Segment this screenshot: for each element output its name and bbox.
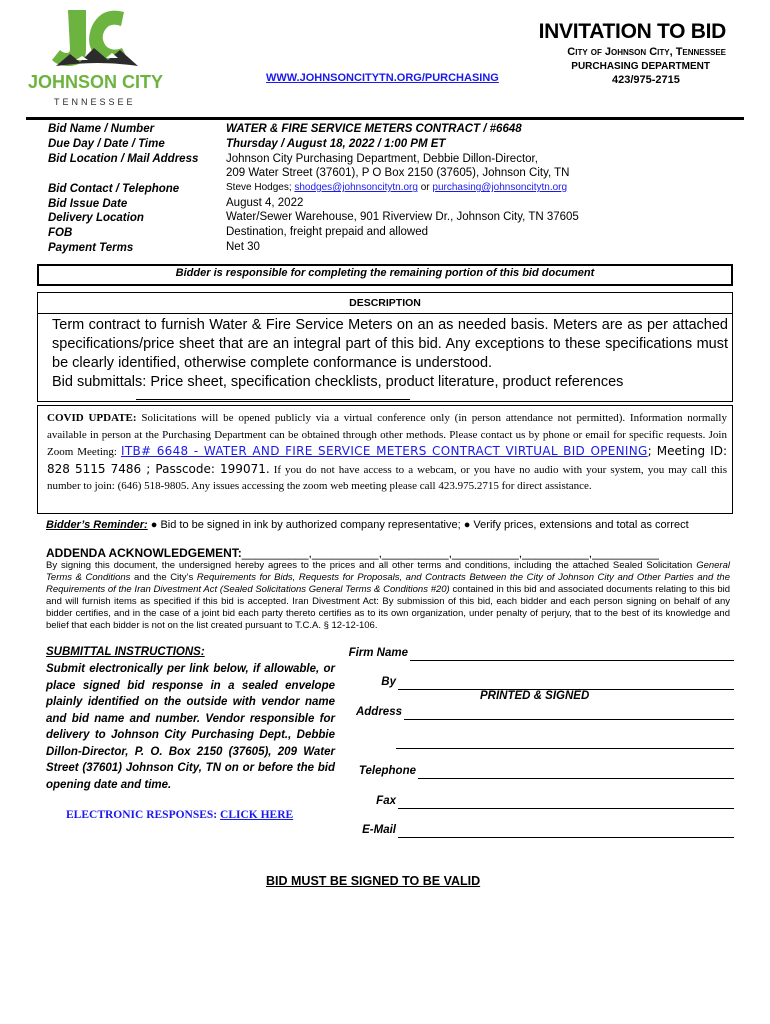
electronic-responses-label: ELECTRONIC RESPONSES: xyxy=(66,809,221,821)
addenda-heading: ADDENDA ACKNOWLEDGEMENT: xyxy=(46,546,242,560)
bidders-reminder xyxy=(46,519,689,531)
email-link-purchasing[interactable]: purchasing@johnsoncitytn.org xyxy=(432,182,568,193)
firm-name-label: Firm Name xyxy=(348,647,408,659)
value-due-date: Thursday / August 18, 2022 / 1:00 PM ET xyxy=(226,138,446,150)
description-heading: DESCRIPTION xyxy=(349,297,421,309)
value-bid-location: Johnson City Purchasing Department, Debbie Dillon-Director, xyxy=(226,153,538,165)
fax-label: Fax xyxy=(376,795,396,807)
reminder-label: Bidder’s Reminder: xyxy=(46,519,148,531)
value-bid-contact xyxy=(226,182,567,193)
email-label: E-Mail xyxy=(362,824,396,836)
department-name: PURCHASING DEPARTMENT xyxy=(571,61,710,72)
purchasing-website-link[interactable]: WWW.JOHNSONCITYTN.ORG/PURCHASING xyxy=(266,72,499,84)
signature-required-notice: BID MUST BE SIGNED TO BE VALID xyxy=(266,874,481,888)
label-due-date: Due Day / Date / Time xyxy=(48,138,165,150)
label-bid-name: Bid Name / Number xyxy=(48,123,155,135)
description-body: Term contract to furnish Water & Fire Service Meters on an as needed basis. Meters are as per attached specifications/price sheet that are an integral part of this bid. Any exceptions to these specifications must be clearly identified, otherwise complete conformance is understood. xyxy=(52,317,728,371)
logo-mark-icon xyxy=(26,8,176,108)
reminder-text: ● Bid to be signed in ink by authorized company representative; ● Verify prices, extensions and total as correct xyxy=(147,519,689,531)
value-issue-date: August 4, 2022 xyxy=(226,197,304,209)
covid-label: COVID UPDATE: xyxy=(47,412,137,424)
covid-text-1: Solicitations will be opened publicly via a virtual conference only (in person attendance not permitted). Information normally available in person at the Purchasing Department can be obtained through other methods. Please contact us by phone or email for specific requests. Join Zoom Meeting: xyxy=(47,412,727,458)
electronic-responses xyxy=(66,809,293,821)
addenda-text-d: Requirements for Bids, Requests for Proposals, and Contracts Between the City of Johnson City and Other Parties and the Requirements of the Iran Divestment Act (Sealed Solicitations General Terms & Conditions #20) xyxy=(46,572,731,595)
description-underline xyxy=(136,399,410,400)
addenda-text-e: contained in this bid and associated documents relating to this bid and will furnish items as specified if this bid is accepted. Iran Divestment Act: By submission of this bid, each bidder and each person signing on behalf of any bidder certifies, and in the case of a joint bid each party thereto certifies as to its own organization, under penalty of perjury, that to the best of its knowledge and belief that each bidder is not on the list created pursuant to T.C.A. § 12-12-106. xyxy=(46,584,730,631)
electronic-responses-link[interactable]: CLICK HERE xyxy=(220,809,294,821)
firm-name-field[interactable] xyxy=(410,660,734,661)
email-field[interactable] xyxy=(398,837,734,838)
submittal-text: Submit electronically per link below, if allowable, or place signed bid response in a sealed envelope plainly identified on the outside with vendor name and bid name and number. Vendor responsible for delivery to Johnson City Purchasing Dept., Debbie Dillon-Director, P. O. Box 2150 (37605), 209 Water Street (37601) Johnson City, TN on or before the bid opening date and time. xyxy=(46,663,335,791)
addenda-acknowledgement xyxy=(46,546,659,560)
fax-field[interactable] xyxy=(398,808,734,809)
telephone-field[interactable] xyxy=(418,778,734,779)
value-bid-name: WATER & FIRE SERVICE METERS CONTRACT / #6648 xyxy=(226,123,522,135)
value-fob: Destination, freight prepaid and allowed xyxy=(226,226,429,238)
zoom-meeting-id: ; Meeting ID: 828 5115 7486 ; Passcode: 199071. xyxy=(47,444,727,476)
value-bid-location-line2: 209 Water Street (37601), P O Box 2150 (37605), Johnson City, TN xyxy=(226,167,570,179)
value-payment-terms: Net 30 xyxy=(226,241,260,253)
address-label: Address xyxy=(355,706,402,718)
department-phone: 423/975-2715 xyxy=(612,74,680,86)
contact-or: or xyxy=(417,182,433,193)
covid-text-2: If you do not have access to a webcam, or you have no audio with your system, you may call this number to join: (646) 518-9805. Any issues accessing the zoom web meeting please call 423.975.2715 for direct assistance. xyxy=(47,463,727,492)
addenda-text-a: By signing this document, the undersigned hereby agrees to the prices and all other terms and conditions, including the attached Sealed Solicitation xyxy=(46,560,697,571)
description-submittals: Bid submittals: Price sheet, specification checklists, product literature, product references xyxy=(52,374,624,390)
responsibility-text: Bidder is responsible for completing the remaining portion of this bid document xyxy=(175,267,595,279)
label-issue-date: Bid Issue Date xyxy=(48,198,128,210)
by-label: By xyxy=(381,676,396,688)
addenda-text xyxy=(46,560,730,632)
description-text xyxy=(52,316,728,392)
logo-state: TENNESSEE xyxy=(54,97,136,107)
telephone-label: Telephone xyxy=(358,765,416,777)
submittal-heading: SUBMITTAL INSTRUCTIONS: xyxy=(46,646,205,658)
label-bid-contact: Bid Contact / Telephone xyxy=(48,183,180,195)
page-title: INVITATION TO BID xyxy=(538,20,726,43)
address-field[interactable] xyxy=(404,719,734,720)
description-heading-divider xyxy=(37,313,733,314)
address-field-line2[interactable] xyxy=(396,748,734,749)
label-bid-location: Bid Location / Mail Address xyxy=(48,153,199,165)
printed-signed-note: PRINTED & SIGNED xyxy=(480,690,590,702)
label-fob: FOB xyxy=(48,227,73,239)
contact-name: Steve Hodges; xyxy=(226,182,295,193)
label-delivery-location: Delivery Location xyxy=(48,212,144,224)
addenda-blanks[interactable]: __________,__________,__________,__________,__________,__________ xyxy=(241,546,659,560)
label-payment-terms: Payment Terms xyxy=(48,242,134,254)
addenda-text-b: General Terms & Conditions xyxy=(46,560,730,583)
logo-text: JOHNSON CITY xyxy=(28,72,164,92)
city-name: City of Johnson City, Tennessee xyxy=(567,46,726,58)
header-divider xyxy=(26,117,744,120)
value-delivery-location: Water/Sewer Warehouse, 901 Riverview Dr., Johnson City, TN 37605 xyxy=(226,211,579,223)
johnson-city-logo xyxy=(26,8,176,108)
addenda-text-c: and the City’s xyxy=(130,572,197,583)
covid-update-text xyxy=(47,410,727,495)
email-link-shodges[interactable]: shodges@johnsoncitytn.org xyxy=(294,182,418,193)
zoom-meeting-link[interactable]: ITB# 6648 - WATER AND FIRE SERVICE METERS CONTRACT VIRTUAL BID OPENING xyxy=(121,444,648,458)
